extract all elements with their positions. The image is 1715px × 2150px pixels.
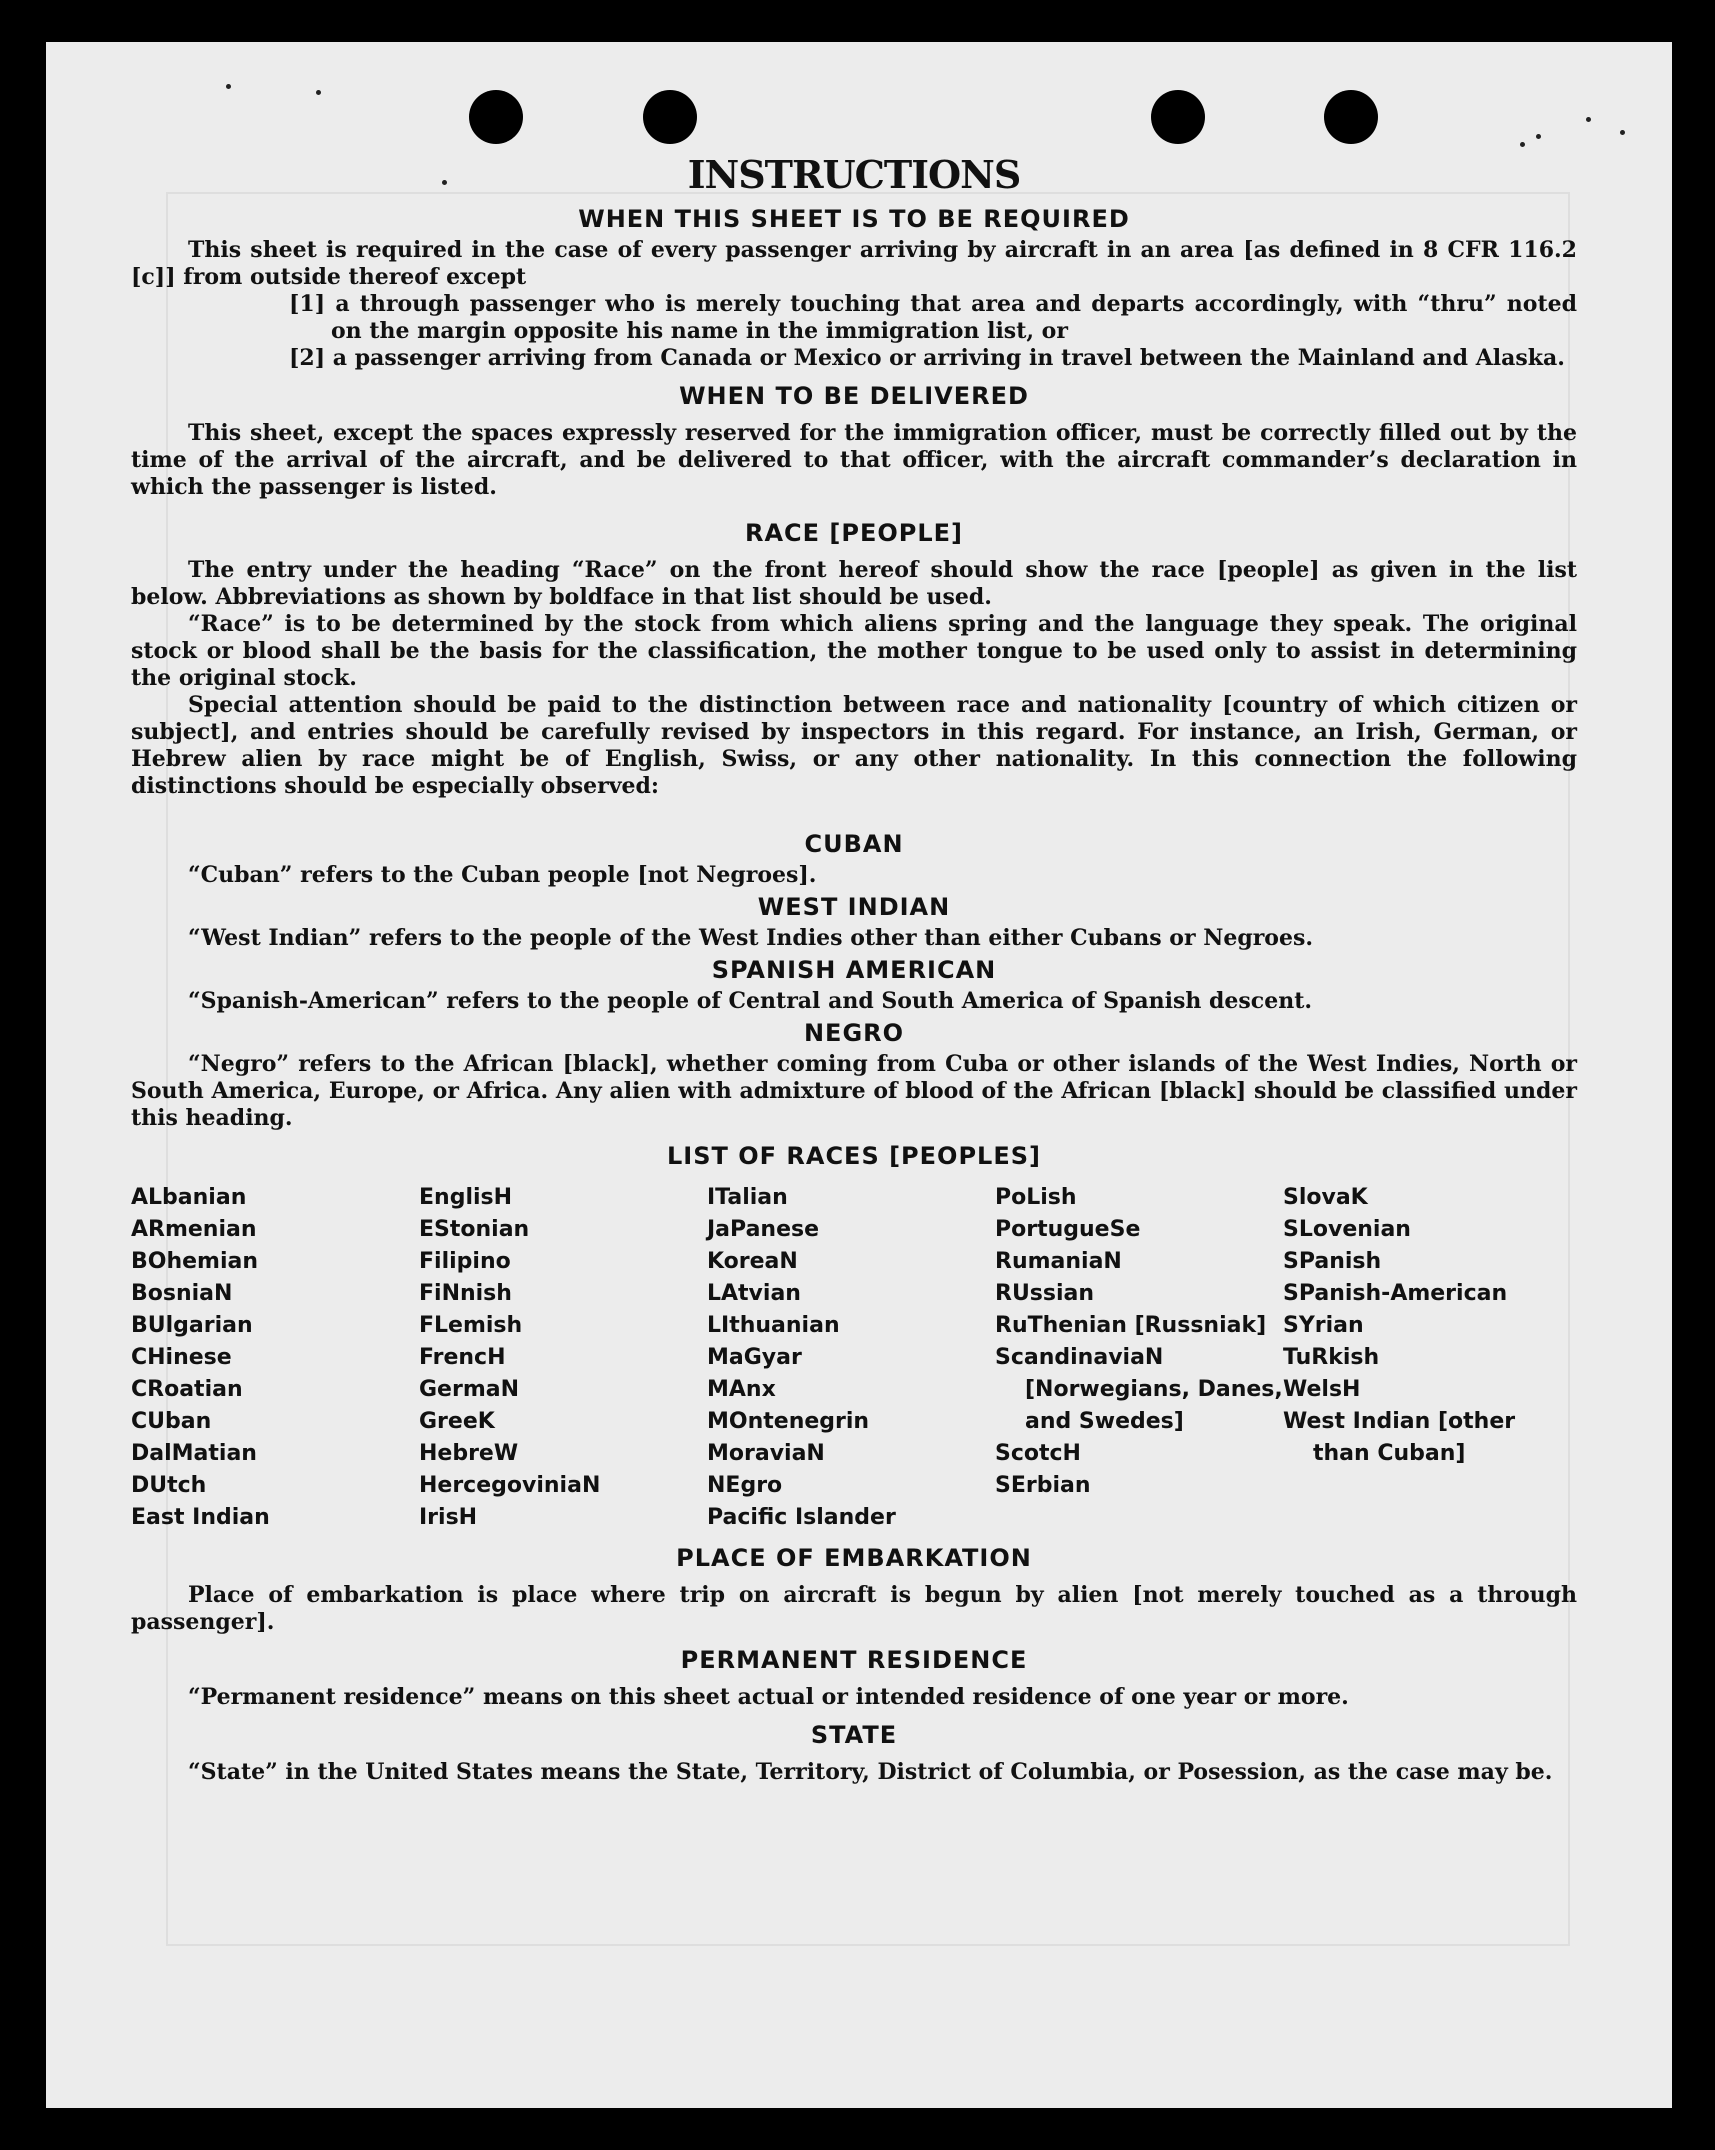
race-column xyxy=(995,1182,1283,1534)
race-entry: EnglisH xyxy=(419,1185,513,1210)
section-text: “West Indian” refers to the people of the West Indies other than either Cubans or Negroes. xyxy=(188,925,1314,951)
race-column xyxy=(1283,1182,1577,1534)
race-entry: JaPanese xyxy=(707,1217,820,1242)
section-paragraph: Special attention should be paid to the distinction between race and nationality [country of which citizen or subject], and entries should be carefully revised by inspectors in this regard. For instance, an Irish, German, or Hebrew alien by race might be of English, Swiss, or any other nationality. In this connection the following distinctions should be especially observed: xyxy=(131,692,1577,799)
section-heading: WHEN TO BE DELIVERED xyxy=(679,382,1029,410)
race-entry: ALbanian xyxy=(131,1185,247,1210)
speck xyxy=(316,90,321,95)
exception-item: [1] a through passenger who is merely touching that area and departs accordingly, with “thru” noted on the margin opposite his name in the immigration list, or xyxy=(289,291,1577,344)
race-entry: GermaN xyxy=(419,1377,520,1402)
section-text: “Cuban” refers to the Cuban people [not Negroes]. xyxy=(188,862,817,888)
race-entry: CRoatian xyxy=(131,1377,243,1402)
race-entry: HercegoviniaN xyxy=(419,1473,601,1498)
race-entry: MaGyar xyxy=(707,1345,802,1370)
section-text: “Permanent residence” means on this sheet actual or intended residence of one year or more. xyxy=(188,1684,1349,1710)
race-entry: TuRkish xyxy=(1283,1345,1380,1370)
race-entry: Pacific Islander xyxy=(707,1505,896,1530)
punch-hole xyxy=(1151,90,1205,144)
instructions-body xyxy=(131,152,1577,1786)
race-entry: HebreW xyxy=(419,1441,519,1466)
race-entry: West Indian [other than Cuban] xyxy=(1283,1409,1516,1466)
race-entry: BOhemian xyxy=(131,1249,259,1274)
race-entry: SPanish xyxy=(1283,1249,1382,1274)
race-entry: FiNnish xyxy=(419,1281,512,1306)
section-text: This sheet, except the spaces expressly reserved for the immigration officer, must be correctly filled out by the time of the arrival of the aircraft, and be delivered to that officer, with the aircraft commander’s declaration in which the passenger is listed. xyxy=(131,420,1577,500)
section-text: Place of embarkation is place where trip on aircraft is begun by alien [not merely touched as a through passenger]. xyxy=(131,1582,1577,1635)
race-entry: EStonian xyxy=(419,1217,530,1242)
race-entry: FrencH xyxy=(419,1345,506,1370)
section-heading: SPANISH AMERICAN xyxy=(711,956,997,984)
section-text: “State” in the United States means the State, Territory, District of Columbia, or Posession, as the case may be. xyxy=(188,1759,1553,1785)
race-list xyxy=(131,1182,1577,1534)
race-entry: RuThenian [Russniak] xyxy=(995,1313,1267,1338)
speck xyxy=(1586,117,1591,122)
race-entry: Filipino xyxy=(419,1249,511,1274)
race-entry: ITalian xyxy=(707,1185,788,1210)
race-entry: SlovaK xyxy=(1283,1185,1368,1210)
section-intro: This sheet is required in the case of every passenger arriving by aircraft in an area [as defined in 8 CFR 116.2 [c]] from outside thereof except xyxy=(131,237,1577,290)
race-entry: ScotcH xyxy=(995,1441,1081,1466)
section-heading: WHEN THIS SHEET IS TO BE REQUIRED xyxy=(578,205,1130,233)
race-entry: SYrian xyxy=(1283,1313,1364,1338)
race-entry: ARmenian xyxy=(131,1217,257,1242)
race-entry: PoLish xyxy=(995,1185,1077,1210)
race-entry: BUlgarian xyxy=(131,1313,253,1338)
race-entry: BosniaN xyxy=(131,1281,233,1306)
race-entry: MAnx xyxy=(707,1377,776,1402)
section-heading: WEST INDIAN xyxy=(757,893,951,921)
race-entry: RumaniaN xyxy=(995,1249,1122,1274)
section-heading: PERMANENT RESIDENCE xyxy=(680,1646,1028,1674)
race-entry: MOntenegrin xyxy=(707,1409,870,1434)
race-entry: CHinese xyxy=(131,1345,232,1370)
section-paragraph: “Race” is to be determined by the stock from which aliens spring and the language they speak. The original stock or blood shall be the basis for the classification, the mother tongue to be used only to assist in determining the original stock. xyxy=(131,611,1577,691)
race-entry: RUssian xyxy=(995,1281,1095,1306)
race-entry: GreeK xyxy=(419,1409,495,1434)
race-column xyxy=(707,1182,995,1534)
race-entry: NEgro xyxy=(707,1473,783,1498)
speck xyxy=(1536,134,1541,139)
section-paragraph: The entry under the heading “Race” on the front hereof should show the race [people] as given in the list below. Abbreviations as shown by boldface in that list should be used. xyxy=(131,557,1577,610)
section-heading: PLACE OF EMBARKATION xyxy=(676,1544,1032,1572)
race-entry: MoraviaN xyxy=(707,1441,825,1466)
race-entry: FLemish xyxy=(419,1313,523,1338)
page-title: INSTRUCTIONS xyxy=(687,152,1021,197)
section-text: “Negro” refers to the African [black], whether coming from Cuba or other islands of the West Indies, North or South America, Europe, or Africa. Any alien with admixture of blood of the African [black] should be classified under this heading. xyxy=(131,1051,1577,1131)
race-entry: DalMatian xyxy=(131,1441,257,1466)
section-heading: LIST OF RACES [PEOPLES] xyxy=(667,1142,1041,1170)
section-heading: STATE xyxy=(810,1721,898,1749)
race-entry: KoreaN xyxy=(707,1249,798,1274)
punch-hole xyxy=(469,90,523,144)
race-entry: East Indian xyxy=(131,1505,270,1530)
punch-hole xyxy=(643,90,697,144)
race-column xyxy=(131,1182,419,1534)
speck xyxy=(1520,142,1525,147)
speck xyxy=(1620,130,1625,135)
section-heading: RACE [PEOPLE] xyxy=(744,519,964,547)
section-heading: NEGRO xyxy=(803,1019,905,1047)
section-text: “Spanish-American” refers to the people of Central and South America of Spanish descent. xyxy=(188,988,1313,1014)
race-entry: PortugueSe xyxy=(995,1217,1141,1242)
race-entry: LAtvian xyxy=(707,1281,801,1306)
race-entry: WelsH xyxy=(1283,1377,1361,1402)
punch-hole xyxy=(1324,90,1378,144)
race-entry: SErbian xyxy=(995,1473,1091,1498)
exception-item: [2] a passenger arriving from Canada or Mexico or arriving in travel between the Mainland and Alaska. xyxy=(289,345,1565,371)
race-entry: LIthuanian xyxy=(707,1313,840,1338)
document-sheet xyxy=(46,42,1672,2108)
race-entry: CUban xyxy=(131,1409,212,1434)
race-entry: SPanish-American xyxy=(1283,1281,1508,1306)
race-entry: ScandinaviaN [Norwegians, Danes, and Swedes] xyxy=(995,1345,1283,1434)
speck xyxy=(226,84,231,89)
section-heading: CUBAN xyxy=(804,830,904,858)
race-entry: DUtch xyxy=(131,1473,207,1498)
race-column xyxy=(419,1182,707,1534)
race-entry: IrisH xyxy=(419,1505,478,1530)
race-entry: SLovenian xyxy=(1283,1217,1411,1242)
